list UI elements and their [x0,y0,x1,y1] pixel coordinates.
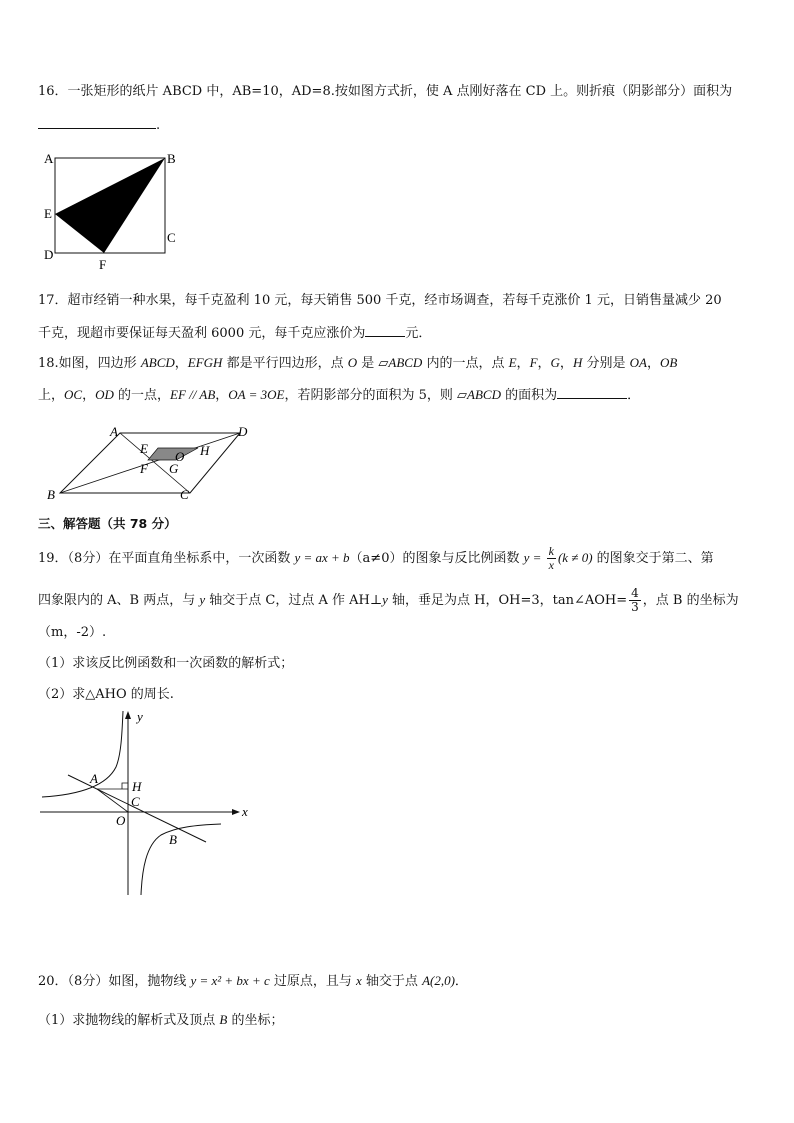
q16-label-b: B [167,151,176,166]
q19-sub2: （2）求△AHO 的周长. [38,687,174,702]
q16-shaded-crease [55,158,165,253]
q16-label-f: F [99,257,107,272]
q18-figure [40,420,260,505]
svg-text:C: C [131,794,140,809]
svg-text:B: B [47,487,55,502]
svg-text:E: E [140,441,148,456]
q16-label-d: D [44,247,54,262]
svg-text:B: B [169,832,177,847]
parallelogram-symbol: ▱ [457,388,468,403]
svg-text:C: C [180,487,189,502]
svg-text:D: D [238,424,248,439]
q19-fraction-4-over-3: $\frac{4}{3}$ [631,586,639,614]
q19-sub1: （1）求该反比例函数和一次函数的解析式； [38,656,294,671]
svg-text:A: A [110,424,118,439]
q18-line1: 18.如图，四边形 ABCD，EFGH 都是平行四边形，点 O 是 ▱ABCD 内的一点，点 E，F，G，H 分别是 OA，OB [38,355,678,371]
svg-text:y: y [137,709,143,724]
svg-text:F: F [140,461,148,476]
svg-text:G: G [169,461,179,476]
q19-figure [36,705,256,900]
q16-figure [38,148,188,273]
q18-shaded-region [148,448,198,460]
q20-sub1: （1）求抛物线的解析式及顶点 B 的坐标； [38,1012,284,1028]
svg-text:H: H [132,779,142,794]
parallelogram-symbol: ▱ [378,356,389,371]
q19-line1: 19．（8分）在平面直角坐标系中，一次函数 y = ax + b（a≠0）的图象与反比例函数 y = $\frac{k}{x}$ (k ≠ 0) 的图象交于第二、第 [38,544,714,572]
svg-text:x: x [242,804,248,819]
q16-answer-blank [38,115,156,129]
q20-line1: 20．（8分）如图，抛物线 y = x² + bx + c 过原点，且与 x 轴交于点 A(2,0)． [38,973,468,989]
q17-line2: 千克，现超市要保证每天盈利 6000 元，每千克应涨价为 元． [38,323,431,343]
svg-text:H: H [200,443,210,458]
q16-label-e: E [44,206,52,221]
q16-label-a: A [44,151,54,166]
q16-line1: 16．一张矩形的纸片 ABCD 中，AB=10，AD=8.按如图方式折，使 A 点刚好落在 CD 上。则折痕（阴影部分）面积为 [38,84,733,99]
q17-line1: 17．超市经销一种水果，每千克盈利 10 元，每天销售 500 千克，经市场调查，若每千克涨价 1 元，日销售量减少 20 [38,293,722,308]
svg-text:O: O [175,449,185,464]
q16-label-c: C [167,230,176,245]
q19-line2: 四象限内的 A、B 两点，与 y 轴交于点 C，过点 A 作 AH⊥y 轴，垂足为点 H，OH=3，tan∠AOH= $\frac{4}{3}$ ，点 B 的坐标为 [38,586,739,614]
q19-fraction-k-over-x: $\frac{k}{x}$ [548,544,554,572]
q18-line2: 上，OC，OD 的一点，EF // AB，OA = 3OE，若阴影部分的面积为 5，则 ▱ABCD 的面积为 ． [38,387,641,403]
q16-line2: . [38,115,160,135]
svg-text:O: O [116,813,126,828]
q19-line3: （m，-2）. [38,625,107,640]
svg-text:A: A [90,771,98,786]
section-3-heading: 三、解答题（共 78 分） [38,516,177,531]
q17-answer-blank [365,323,405,337]
q18-answer-blank [557,385,627,399]
